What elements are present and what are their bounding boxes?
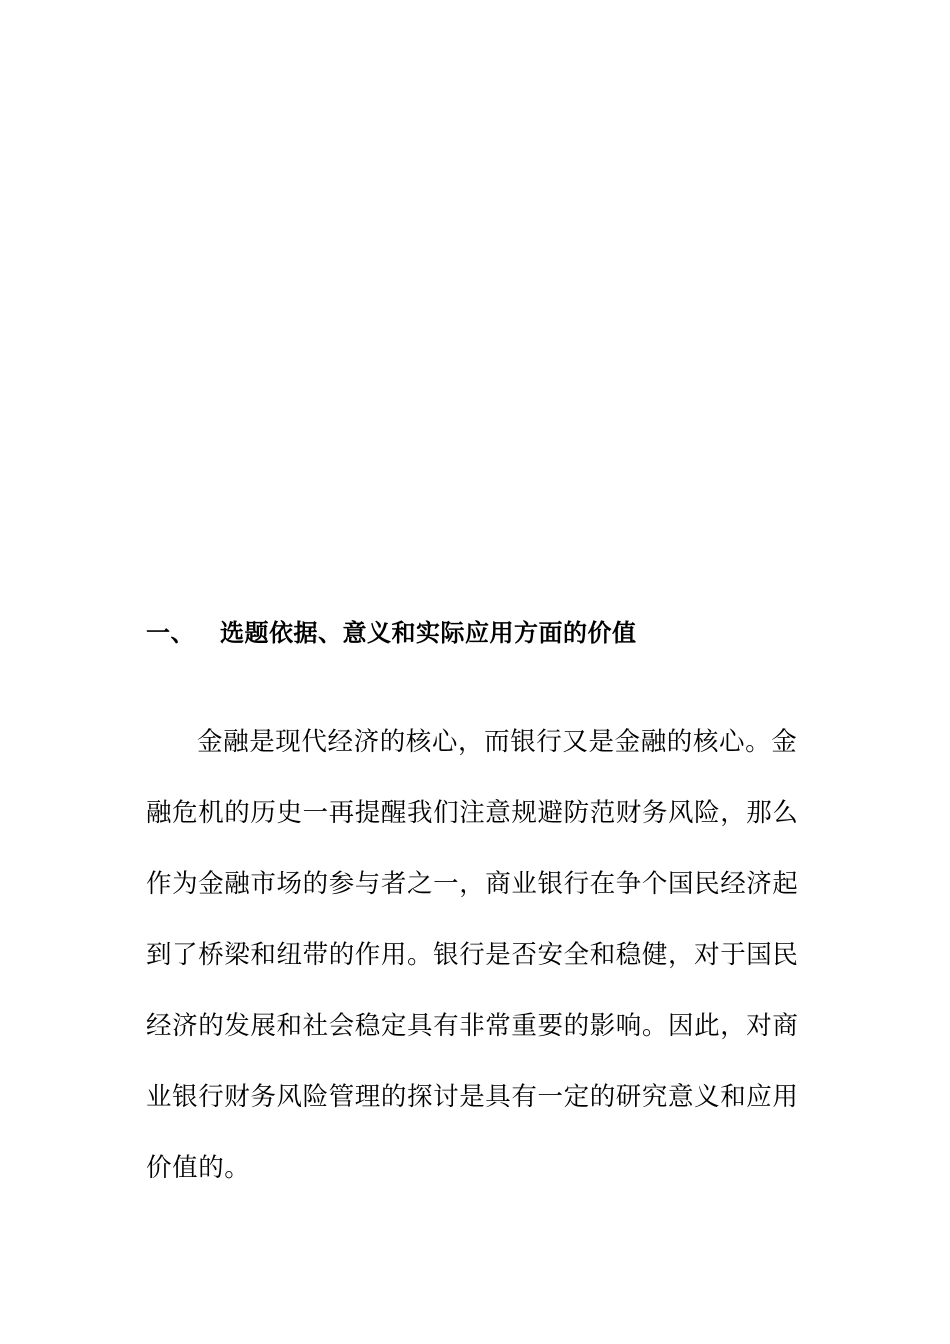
section-number: 一、 xyxy=(146,618,195,647)
paragraph-line: 经济的发展和社会稳定具有非常重要的影响。因此，对商 xyxy=(146,1011,799,1041)
section-title: 选题依据、意义和实际应用方面的价值 xyxy=(220,618,637,647)
paragraph-line: 融危机的历史一再提醒我们注意规避防范财务风险，那么 xyxy=(146,798,799,828)
paragraph-line: 到了桥梁和纽带的作用。银行是否安全和稳健，对于国民 xyxy=(146,940,799,970)
paragraph-line: 金融是现代经济的核心，而银行又是金融的核心。金 xyxy=(197,727,798,757)
body-paragraph xyxy=(146,720,806,1217)
paragraph-line: 价值的。 xyxy=(146,1153,251,1183)
paragraph-line: 作为金融市场的参与者之一，商业银行在争个国民经济起 xyxy=(146,869,799,899)
section-heading xyxy=(146,613,637,647)
paragraph-line: 业银行财务风险管理的探讨是具有一定的研究意义和应用 xyxy=(146,1082,799,1112)
